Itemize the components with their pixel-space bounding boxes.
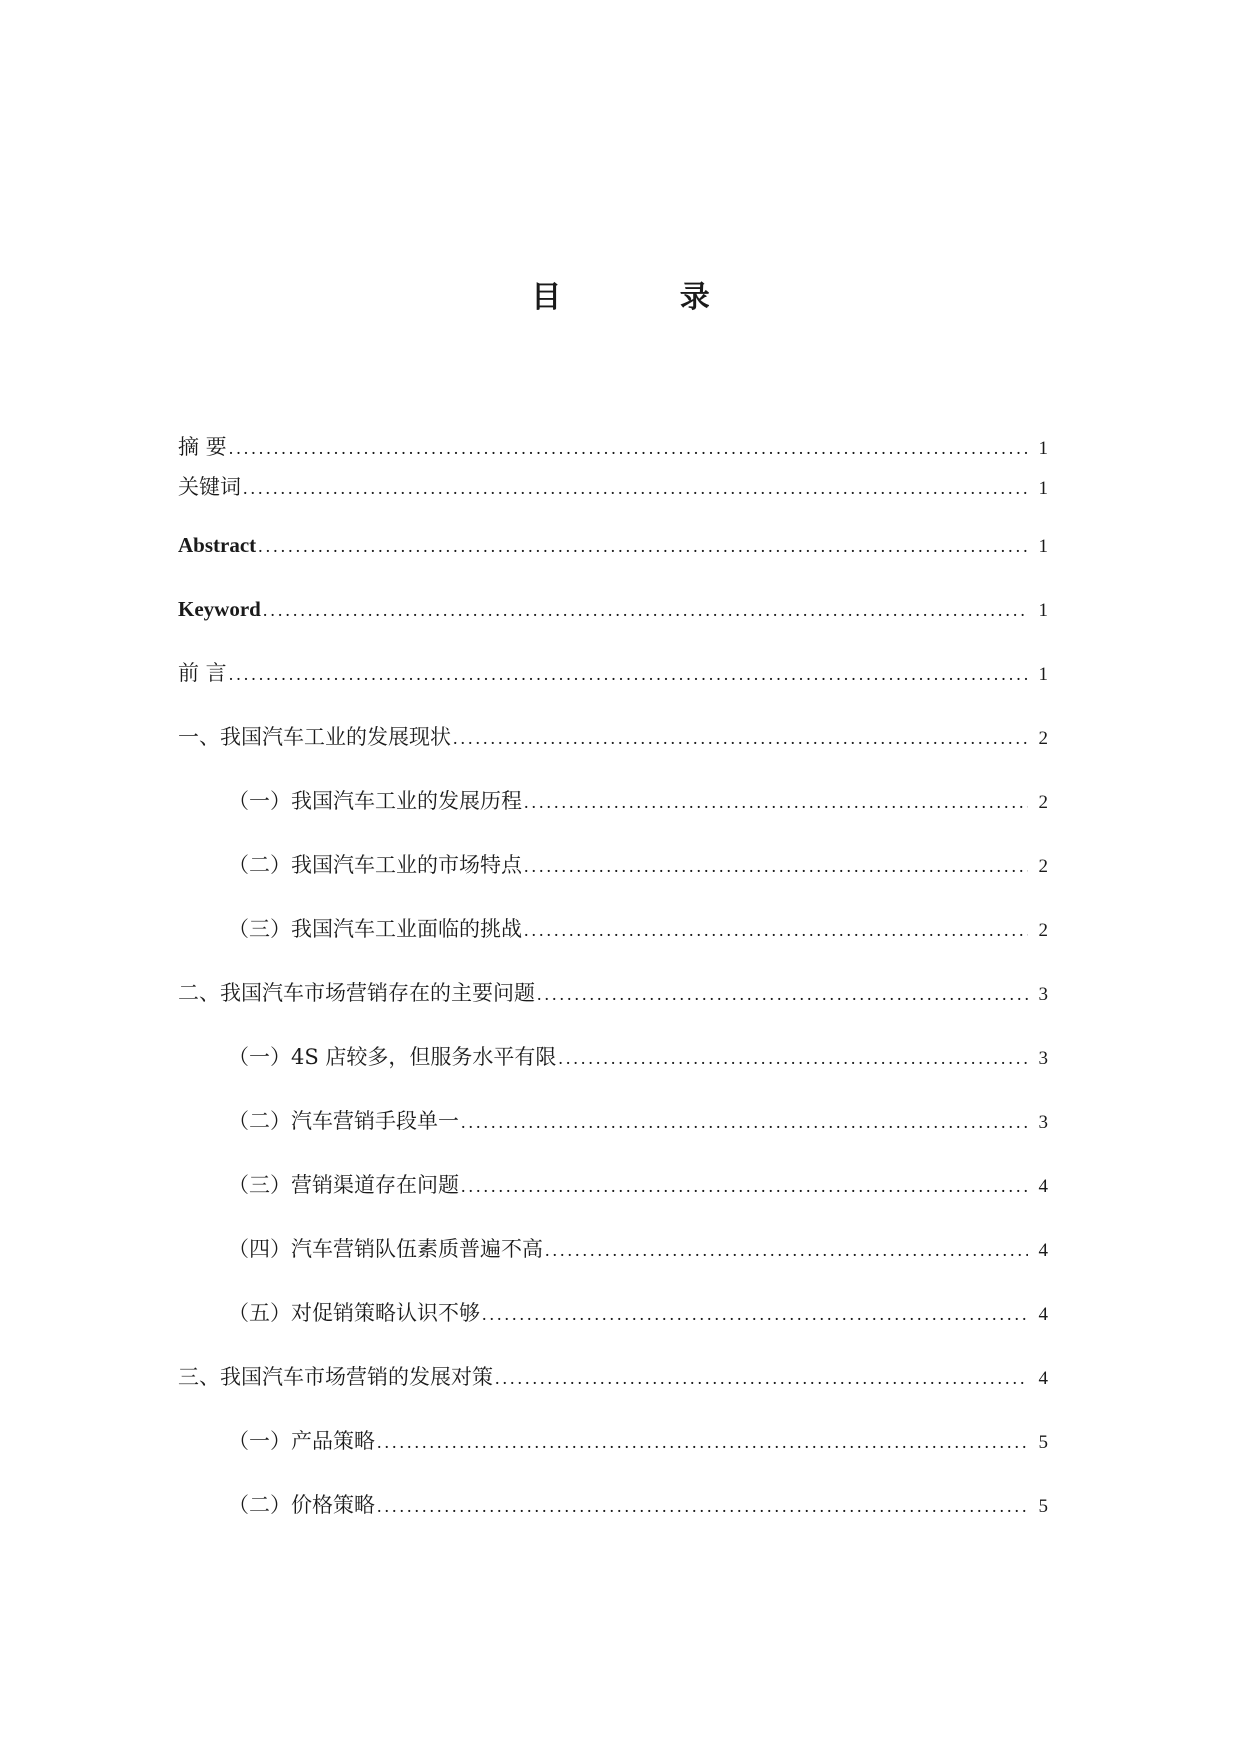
toc-title: 目 录	[531, 280, 764, 315]
toc-entry	[178, 1042, 1048, 1072]
toc-entry-label: 摘 要	[178, 435, 227, 459]
toc-entry	[178, 1426, 1048, 1456]
toc-entry	[178, 1106, 1048, 1136]
toc-entry	[178, 1298, 1048, 1328]
toc-entry-label: （二）价格策略	[228, 1493, 375, 1517]
dot-leader	[377, 1491, 1028, 1521]
dot-leader	[243, 473, 1028, 503]
toc-entry-label: Keyword	[178, 597, 261, 621]
dot-leader	[461, 1171, 1028, 1201]
toc-entry	[178, 472, 1048, 502]
toc-entry-label: （二）汽车营销手段单一	[228, 1109, 459, 1133]
toc-page-number: 5	[1038, 1496, 1048, 1517]
toc-entry	[178, 594, 1048, 624]
toc-page-number: 1	[1038, 478, 1048, 499]
toc-entry	[178, 722, 1048, 752]
toc-entry	[178, 1234, 1048, 1264]
toc-entry	[178, 914, 1048, 944]
dot-leader	[495, 1363, 1028, 1393]
dot-leader	[482, 1299, 1028, 1329]
toc-page-number: 1	[1038, 600, 1048, 621]
toc-entry	[178, 978, 1048, 1008]
dot-leader	[229, 659, 1028, 689]
toc-entry-label: 前 言	[178, 661, 227, 685]
toc-page-number: 2	[1038, 856, 1048, 877]
dot-leader	[537, 979, 1028, 1009]
toc-page-number: 3	[1038, 1112, 1048, 1133]
toc-page-number: 2	[1038, 728, 1048, 749]
toc-entry-label: Abstract	[178, 533, 257, 557]
toc-page-number: 2	[1038, 792, 1048, 813]
toc-page-number: 2	[1038, 920, 1048, 941]
table-of-contents	[178, 432, 1048, 1520]
toc-entry	[178, 1170, 1048, 1200]
dot-leader	[524, 915, 1028, 945]
dot-leader	[461, 1107, 1028, 1137]
toc-page-number: 5	[1038, 1432, 1048, 1453]
toc-entry-label: （一）产品策略	[228, 1429, 375, 1453]
toc-entry	[178, 658, 1048, 688]
dot-leader	[377, 1427, 1028, 1457]
dot-leader	[263, 595, 1028, 625]
dot-leader	[545, 1235, 1028, 1265]
toc-page-number: 4	[1038, 1304, 1048, 1325]
dot-leader	[258, 531, 1028, 561]
toc-entry-label: （四）汽车营销队伍素质普遍不高	[228, 1237, 543, 1261]
toc-entry-label: （三）营销渠道存在问题	[228, 1173, 459, 1197]
toc-entry-label: （二）我国汽车工业的市场特点	[228, 853, 522, 877]
toc-entry-label: （一）4S 店较多，但服务水平有限	[228, 1045, 557, 1069]
toc-entry-label: 三、我国汽车市场营销的发展对策	[178, 1365, 493, 1389]
toc-entry-label: 关键词	[178, 475, 241, 499]
toc-entry-label: （一）我国汽车工业的发展历程	[228, 789, 522, 813]
toc-page-number: 4	[1038, 1176, 1048, 1197]
toc-page-number: 3	[1038, 1048, 1048, 1069]
toc-entry	[178, 850, 1048, 880]
dot-leader	[229, 433, 1028, 463]
toc-page-number: 4	[1038, 1368, 1048, 1389]
toc-entry-label: （五）对促销策略认识不够	[228, 1301, 480, 1325]
toc-page-number: 1	[1038, 664, 1048, 685]
dot-leader	[453, 723, 1028, 753]
toc-page-number: 4	[1038, 1240, 1048, 1261]
dot-leader	[558, 1043, 1028, 1073]
toc-page-number: 1	[1038, 438, 1048, 459]
toc-entry-label: 一、我国汽车工业的发展现状	[178, 725, 451, 749]
toc-entry	[178, 530, 1048, 560]
dot-leader	[524, 851, 1028, 881]
toc-entry-label: 二、我国汽车市场营销存在的主要问题	[178, 981, 535, 1005]
toc-entry	[178, 432, 1048, 462]
toc-entry-label: （三）我国汽车工业面临的挑战	[228, 917, 522, 941]
toc-page-number: 1	[1038, 536, 1048, 557]
toc-entry	[178, 1490, 1048, 1520]
toc-page-number: 3	[1038, 984, 1048, 1005]
toc-entry	[178, 1362, 1048, 1392]
toc-entry	[178, 786, 1048, 816]
dot-leader	[524, 787, 1028, 817]
